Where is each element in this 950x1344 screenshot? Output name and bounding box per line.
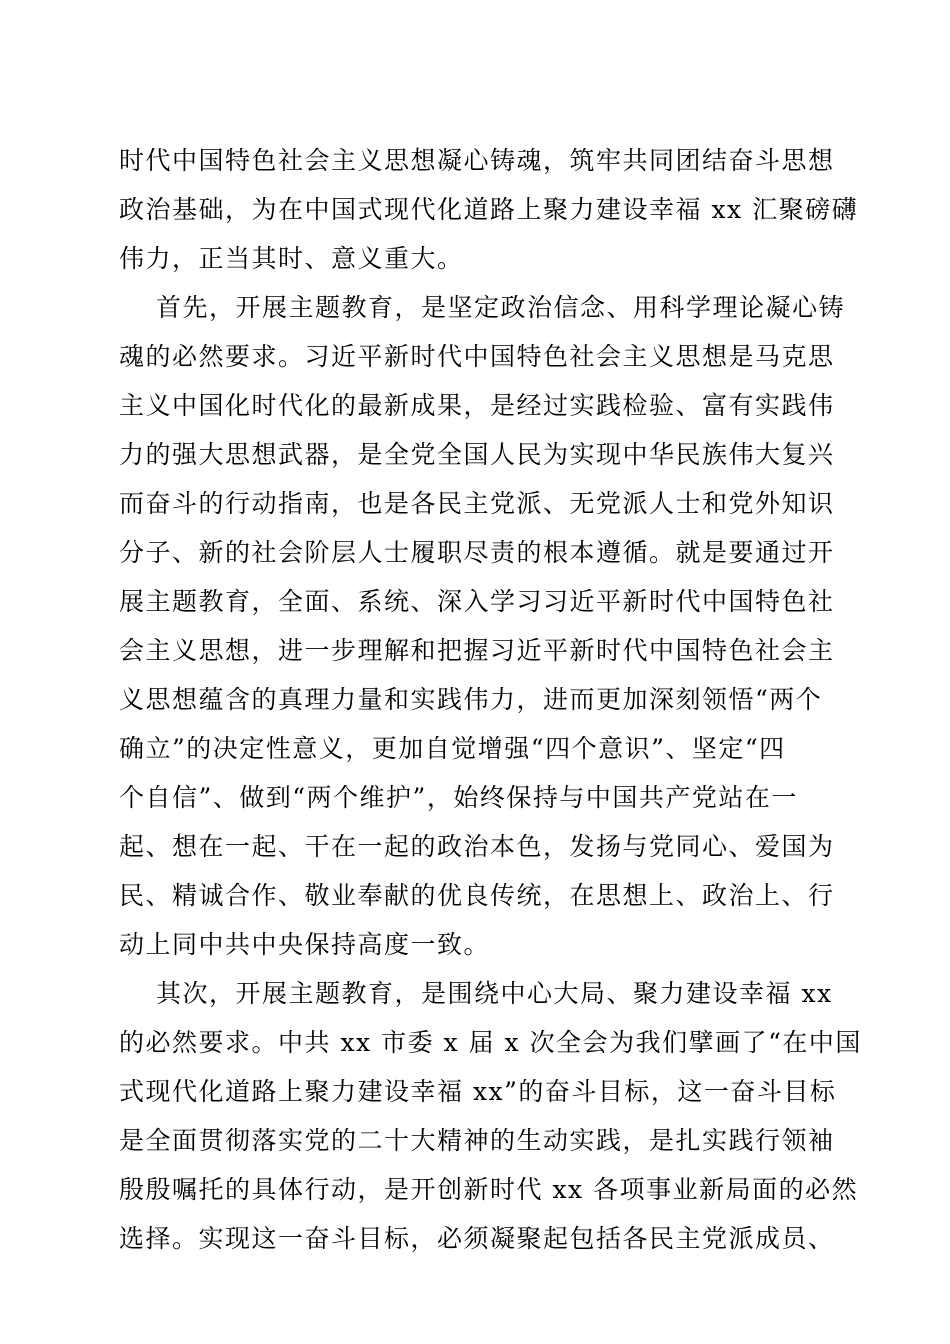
- text-line: 的必然要求。中共 xx 市委 x 届 x 次全会为我们擘画了“在中国: [119, 1028, 862, 1057]
- text-line: 选择。实现这一奋斗目标，必须凝聚起包括各民主党派成员、: [119, 1224, 835, 1253]
- text-line: 魂的必然要求。习近平新时代中国特色社会主义思想是马克思: [119, 342, 835, 371]
- text-line: 动上同中共中央保持高度一致。: [119, 930, 491, 959]
- text-line: 政治基础，为在中国式现代化道路上聚力建设幸福 xx 汇聚磅礴: [119, 195, 859, 224]
- text-line: 义思想蕴含的真理力量和实践伟力，进而更加深刻领悟“两个: [119, 685, 823, 714]
- paragraph-first-line: 其次，开展主题教育，是围绕中心大局、聚力建设幸福 xx: [156, 979, 833, 1008]
- text-line: 时代中国特色社会主义思想凝心铸魂，筑牢共同团结奋斗思想: [119, 146, 835, 175]
- text-line: 是全面贯彻落实党的二十大精神的生动实践，是扎实践行领袖: [119, 1126, 835, 1155]
- text-line: 殷殷嘱托的具体行动，是开创新时代 xx 各项事业新局面的必然: [119, 1175, 859, 1204]
- text-line: 确立”的决定性意义，更加自觉增强“四个意识”、坚定“四: [119, 734, 786, 763]
- text-line: 展主题教育，全面、系统、深入学习习近平新时代中国特色社: [119, 587, 835, 616]
- text-line: 而奋斗的行动指南，也是各民主党派、无党派人士和党外知识: [119, 489, 835, 518]
- text-line: 会主义思想，进一步理解和把握习近平新时代中国特色社会主: [119, 636, 835, 665]
- text-line: 分子、新的社会阶层人士履职尽责的根本遵循。就是要通过开: [119, 538, 835, 567]
- text-line: 个自信”、做到“两个维护”，始终保持与中国共产党站在一: [119, 783, 798, 812]
- text-line: 伟力，正当其时、意义重大。: [119, 244, 464, 273]
- text-line: 式现代化道路上聚力建设幸福 xx”的奋斗目标，这一奋斗目标: [119, 1077, 837, 1106]
- text-line: 力的强大思想武器，是全党全国人民为实现中华民族伟大复兴: [119, 440, 835, 469]
- text-line: 民、精诚合作、敬业奉献的优良传统，在思想上、政治上、行: [119, 881, 835, 910]
- text-line: 主义中国化时代化的最新成果，是经过实践检验、富有实践伟: [119, 391, 835, 420]
- text-line: 起、想在一起、干在一起的政治本色，发扬与党同心、爱国为: [119, 832, 835, 861]
- paragraph-first-line: 首先，开展主题教育，是坚定政治信念、用科学理论凝心铸: [156, 293, 846, 322]
